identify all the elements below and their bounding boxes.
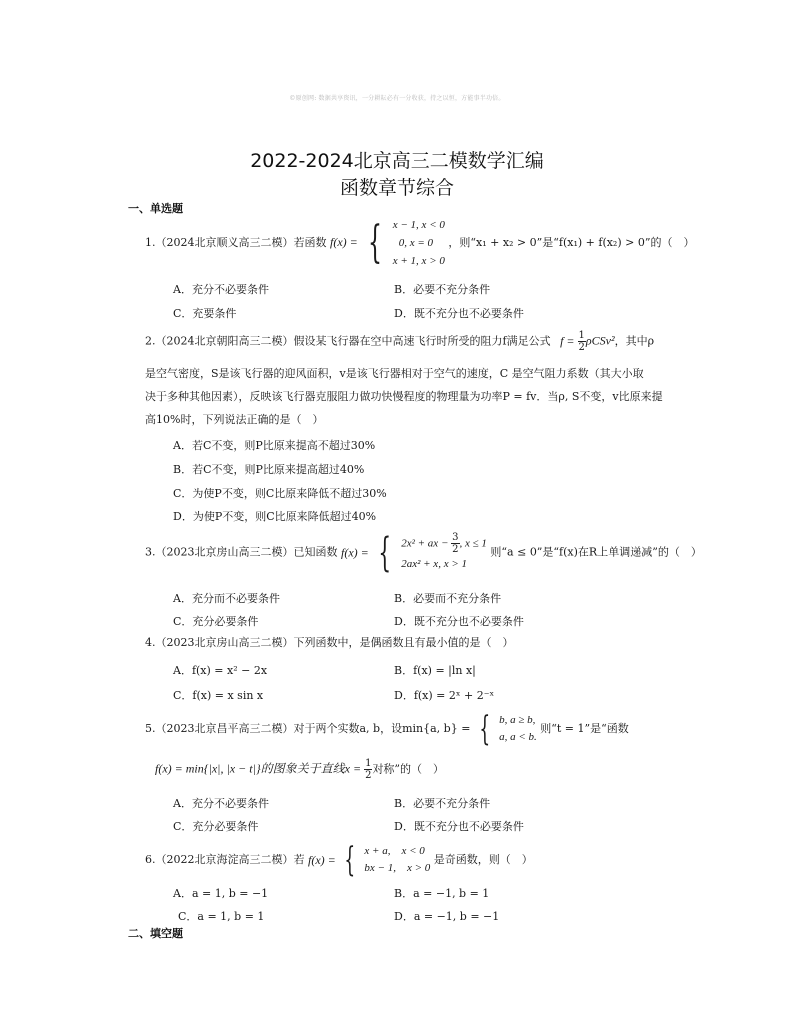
option-c: C．充分必要条件 xyxy=(173,615,259,628)
watermark: ©原创网: 数据共享资讯，一分耕耘必有一分收获，持之以恒，方能事半功倍。 xyxy=(289,95,505,102)
option-b: B．必要不充分条件 xyxy=(394,283,491,296)
option-a: A．充分而不必要条件 xyxy=(173,592,280,605)
question-2: 2.（2024北京朝阳高三二模）假设某飞行器在空中高速飞行时所受的阻力f满足公式 f = $\frac{1}{2}$ ρCSv²，其中ρ xyxy=(145,330,655,353)
option-b: B．a = −1, b = 1 xyxy=(394,887,490,900)
question-source: （2023北京昌平高三二模） xyxy=(155,722,294,735)
option-c: C．f(x) = x sin x xyxy=(173,689,264,702)
option-b: B．必要不充分条件 xyxy=(394,797,491,810)
question-source: （2023北京房山高三二模） xyxy=(155,545,294,559)
option-b: B．若C不变，则P比原来提高超过40% xyxy=(173,463,365,476)
piecewise-brace: { xyxy=(378,529,392,576)
piecewise-function: x + a, x < 0 bx − 1, x > 0 xyxy=(364,845,431,874)
question-5: 5.（2023北京昌平高三二模）对于两个实数a, b，设min{a, b} = { b, a ≥ b, a, a < b. 则“t = 1”是“函数 xyxy=(145,709,629,749)
fraction: $\frac{1}{2}$ xyxy=(578,330,585,353)
option-a: A．a = 1, b = −1 xyxy=(173,887,269,900)
question-2-line-2: 是空气密度，S是该飞行器的迎风面积，v是该飞行器相对于空气的速度，C 是空气阻力系数（其大小取 xyxy=(145,367,644,380)
option-d: D．既不充分也不必要条件 xyxy=(394,615,524,628)
page-title: 2022-2024北京高三二模数学汇编 xyxy=(250,150,544,172)
piecewise-brace: { xyxy=(344,840,356,880)
option-b: B．必要而不充分条件 xyxy=(394,592,502,605)
question-3: 3.（2023北京房山高三二模）已知函数 f(x) = { 2x² + ax − $\frac{3}{2}$ , x ≤ 1 2ax² + x, x > 1 则“a ≤ 0”是“f(x)在R上单调递减”的（ ） xyxy=(145,529,702,576)
page-subtitle: 函数章节综合 xyxy=(339,177,454,199)
question-4: 4.（2023北京房山高三二模）下列函数中，是偶函数且有最小值的是（ ） xyxy=(145,636,514,649)
section-heading-single-choice: 一、单选题 xyxy=(128,202,183,215)
question-number: 1. xyxy=(145,236,156,249)
option-c: C．为使P不变，则C比原来降低不超过30% xyxy=(173,487,387,500)
option-d: D．既不充分也不必要条件 xyxy=(394,307,524,320)
option-c: C．充分必要条件 xyxy=(173,820,259,833)
section-heading-fill-in: 二、填空题 xyxy=(128,927,183,940)
piecewise-function: 2x² + ax − $\frac{3}{2}$ , x ≤ 1 2ax² + x, x > 1 xyxy=(401,532,487,570)
question-5-line-2: f(x) = min{|x|, |x − t|}的图象关于直线x = $\frac{1}{2}$ 对称”的（ ） xyxy=(155,758,445,781)
question-2-line-4: 高10%时，下列说法正确的是（ ） xyxy=(145,413,324,426)
question-6: 6.（2022北京海淀高三二模）若 f(x) = { x + a, x < 0 bx − 1, x > 0 是奇函数，则（ ） xyxy=(145,840,533,880)
option-a: A．f(x) = x² − 2x xyxy=(173,664,268,677)
option-a: A．充分不必要条件 xyxy=(173,797,269,810)
piecewise-brace: { xyxy=(479,709,491,749)
option-d: D．既不充分也不必要条件 xyxy=(394,820,524,833)
option-d: D．为使P不变，则C比原来降低超过40% xyxy=(173,510,377,523)
question-number: 6. xyxy=(145,853,156,866)
question-1: 1.（2024北京顺义高三二模）若函数 f(x) = { x − 1, x < 0 0, x = 0 x + 1, x > 0 ，则“x₁ + x₂ > 0”是“f(x₁) + f(x₂) > 0”的（ ） xyxy=(145,217,695,268)
piecewise-brace: { xyxy=(368,217,383,268)
question-2-line-3: 决于多种其他因素），反映该飞行器克服阻力做功快慢程度的物理量为功率P = fv．当ρ, S不变，v比原来提 xyxy=(145,390,663,403)
option-b: B．f(x) = |ln x| xyxy=(394,664,476,677)
option-a: A．充分不必要条件 xyxy=(173,283,269,296)
option-d: D．f(x) = 2ˣ + 2⁻ˣ xyxy=(394,689,495,702)
option-a: A．若C不变，则P比原来提高不超过30% xyxy=(173,439,376,452)
question-number: 5. xyxy=(145,722,156,735)
question-number: 4. xyxy=(145,636,156,649)
question-number: 2. xyxy=(145,334,156,348)
piecewise-function: b, a ≥ b, a, a < b. xyxy=(499,714,537,743)
option-c: C．充要条件 xyxy=(173,307,237,320)
question-source: （2022北京海淀高三二模） xyxy=(155,853,294,866)
question-number: 3. xyxy=(145,545,156,559)
question-source: （2024北京朝阳高三二模） xyxy=(155,334,294,348)
piecewise-function: f(x) = { x − 1, x < 0 0, x = 0 x + 1, x > 0 xyxy=(330,217,445,268)
question-source: （2024北京顺义高三二模） xyxy=(155,236,294,249)
question-source: （2023北京房山高三二模） xyxy=(155,636,294,649)
option-d: D．a = −1, b = −1 xyxy=(394,910,500,923)
option-c: C．a = 1, b = 1 xyxy=(178,910,265,923)
